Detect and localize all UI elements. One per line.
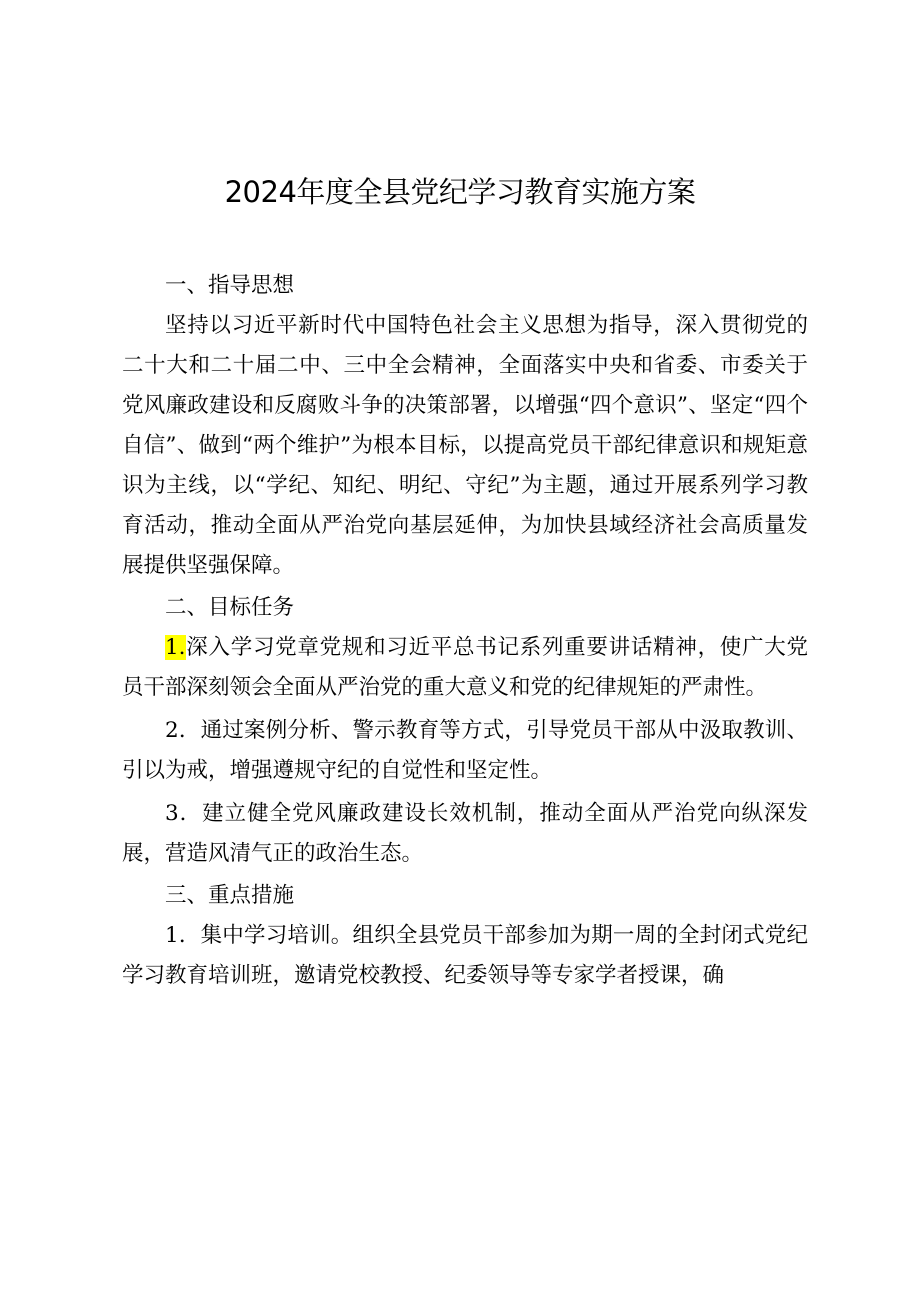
document-body: [122, 266, 808, 996]
paragraph-guiding-thought: 坚持以习近平新时代中国特色社会主义思想为指导，深入贯彻党的二十大和二十届二中、三中全会精神，全面落实中央和省委、市委关于党风廉政建设和反腐败斗争的决策部署，以增强“四个意识”、坚定“四个自信”、做到“两个维护”为根本目标，以提高党员干部纪律意识和规矩意识为主线，以“学纪、知纪、明纪、守纪”为主题，通过开展系列学习教育活动，推动全面从严治党向基层延伸，为加快县域经济社会高质量发展提供坚强保障。: [122, 313, 808, 578]
list-item-number: 3．: [165, 801, 203, 826]
list-item-text: 深入学习党章党规和习近平总书记系列重要讲话精神，使广大党员干部深刻领会全面从严治党的重大意义和党的纪律规矩的严肃性。: [122, 635, 808, 700]
list-item-goal-3: [122, 794, 808, 874]
list-item-text: 建立健全党风廉政建设长效机制，推动全面从严治党向纵深发展，营造风清气正的政治生态。: [122, 801, 808, 866]
list-item-number: 2．: [165, 718, 201, 743]
list-item-measure-1: [122, 916, 808, 996]
list-item-text: 集中学习培训。组织全县党员干部参加为期一周的全封闭式党纪学习教育培训班，邀请党校教授、纪委领导等专家学者授课，确: [122, 923, 808, 988]
section-heading-key-measures: 三、重点措施: [165, 883, 295, 908]
highlighted-number: 1.: [165, 635, 186, 660]
list-item-goal-1: [122, 628, 808, 708]
section-heading-guiding-thought: 一、指导思想: [165, 273, 295, 298]
list-item-text: 通过案例分析、警示教育等方式，引导党员干部从中汲取教训、引以为戒，增强遵规守纪的自觉性和坚定性。: [122, 718, 808, 783]
document-title: 2024年度全县党纪学习教育实施方案: [224, 175, 696, 209]
list-item-goal-2: [122, 711, 808, 791]
section-heading-goals: 二、目标任务: [165, 595, 295, 620]
list-item-number: 1．: [165, 923, 201, 948]
